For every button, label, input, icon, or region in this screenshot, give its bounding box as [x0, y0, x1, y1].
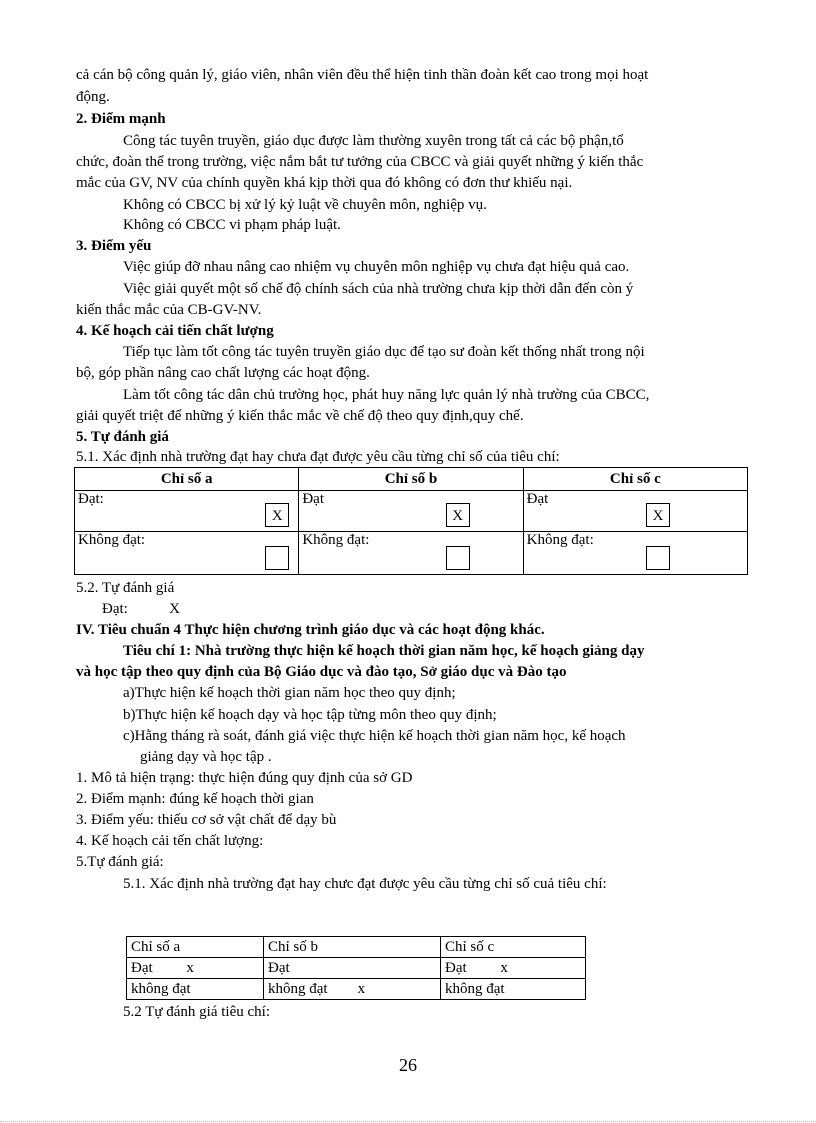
heading: 5. Tự đánh giá	[76, 429, 169, 445]
table-header: Chỉ số a	[75, 468, 299, 491]
line: 5.1. Xác định nhà trường đạt hay chưa đạt được yêu cầu từng chỉ số của tiêu chí:	[76, 449, 560, 465]
line: 5.2 Tự đánh giá tiêu chí:	[123, 1004, 270, 1020]
table-cell: không đạt	[127, 979, 264, 1000]
checkbox[interactable]	[265, 546, 289, 570]
line: Làm tốt công tác dân chủ trường học, phát huy năng lực quản lý nhà trường của CBCC,	[123, 387, 650, 403]
line: giảng dạy và học tập .	[140, 749, 272, 765]
line: a)Thực hiện kế hoạch thời gian năm học theo quy định;	[123, 685, 456, 701]
line: 3. Điểm yếu: thiếu cơ sở vật chất để dạy bù	[76, 812, 337, 828]
line: 1. Mô tả hiện trạng: thực hiện đúng quy định của sở GD	[76, 770, 413, 786]
table-cell	[523, 532, 747, 575]
cell-label: Đạt	[302, 491, 324, 507]
page-divider	[0, 1121, 816, 1122]
table-cell	[299, 491, 523, 532]
checkbox[interactable]	[446, 546, 470, 570]
line: 4. Kế hoạch cải tến chất lượng:	[76, 833, 264, 849]
cell-label: Không đạt:	[302, 532, 370, 548]
checkbox[interactable]: X	[446, 503, 470, 527]
line: cả cán bộ công quản lý, giáo viên, nhân viên đều thể hiện tinh thần đoàn kết cao trong mọi hoạt	[76, 67, 649, 83]
cell-label: Đạt	[526, 491, 549, 507]
line: mắc của GV, NV của chính quyền khá kịp thời qua đó không có đơn thư khiếu nại.	[76, 175, 573, 191]
page-number: 26	[399, 1055, 417, 1075]
line: Không có CBCC vi phạm pháp luật.	[123, 217, 341, 233]
cell-label: Không đạt:	[526, 532, 594, 548]
line: kiến thắc mắc của CB-GV-NV.	[76, 302, 262, 318]
criteria-summary-table	[126, 936, 586, 1000]
line: 5.2. Tự đánh giá	[76, 580, 175, 596]
line: Việc giúp đỡ nhau nâng cao nhiệm vụ chuyên môn nghiệp vụ chưa đạt hiệu quả cao.	[123, 259, 630, 275]
line: Đạt: X	[102, 601, 180, 617]
table-cell: không đạt	[441, 979, 586, 1000]
line: 2. Điểm mạnh: đúng kế hoạch thời gian	[76, 791, 314, 807]
table-header: Chỉ số c	[523, 468, 747, 491]
heading: Tiêu chí 1: Nhà trường thực hiện kế hoạch thời gian năm học, kế hoạch giảng dạy	[123, 643, 645, 659]
checkbox[interactable]: X	[646, 503, 670, 527]
line: chức, đoàn thể trong trường, việc nắm bắt tư tưởng của CBCC và giải quyết những ý kiến thắc	[76, 154, 644, 170]
line: giải quyết triệt để những ý kiến thắc mắc về chế độ theo quy định,quy chế.	[76, 408, 524, 424]
line: b)Thực hiện kế hoạch dạy và học tập từng môn theo quy định;	[123, 707, 497, 723]
table-cell: Đạt x	[127, 958, 264, 979]
criteria-table	[74, 467, 748, 575]
line: Tiếp tục làm tốt công tác tuyên truyền giáo dục để tạo sư đoàn kết thống nhất trong nội	[123, 344, 645, 360]
table-cell: Chỉ số b	[264, 937, 441, 958]
line: Việc giải quyết một số chế độ chính sách của nhà trường chưa kịp thời dẫn đến còn ý	[123, 281, 634, 297]
cell-label: Đạt:	[78, 491, 104, 507]
heading: 2. Điểm mạnh	[76, 111, 166, 127]
table-cell	[523, 491, 747, 532]
table-cell: Đạt	[264, 958, 441, 979]
table-cell	[75, 491, 299, 532]
table-header: Chỉ số b	[299, 468, 523, 491]
checkbox[interactable]	[646, 546, 670, 570]
line: động.	[76, 89, 110, 105]
heading: và học tập theo quy định của Bộ Giáo dục và đào tạo, Sở giáo dục và Đào tạo	[76, 664, 567, 680]
cell-label: Không đạt:	[78, 532, 146, 548]
table-cell: Chỉ số a	[127, 937, 264, 958]
line: 5.1. Xác định nhà trường đạt hay chưc đạt được yêu cầu từng chỉ số cuả tiêu chí:	[123, 876, 607, 892]
line: Không có CBCC bị xử lý kỷ luật về chuyên môn, nghiệp vụ.	[123, 197, 487, 213]
heading: IV. Tiêu chuẩn 4 Thực hiện chương trình giáo dục và các hoạt động khác.	[76, 622, 545, 638]
heading: 3. Điểm yếu	[76, 238, 152, 254]
line: Công tác tuyên truyền, giáo dục được làm thường xuyên trong tất cả các bộ phận,tổ	[123, 133, 624, 149]
table-cell	[299, 532, 523, 575]
line: c)Hằng tháng rà soát, đánh giá việc thực hiện kế hoạch thời gian năm học, kế hoạch	[123, 728, 626, 744]
checkbox[interactable]: X	[265, 503, 289, 527]
line: bộ, góp phần nâng cao chất lượng các hoạt động.	[76, 365, 370, 381]
table-cell: Đạt x	[441, 958, 586, 979]
line: 5.Tự đánh giá:	[76, 854, 164, 870]
table-cell	[75, 532, 299, 575]
table-cell: không đạt x	[264, 979, 441, 1000]
heading: 4. Kế hoạch cải tiến chất lượng	[76, 323, 274, 339]
table-cell: Chỉ số c	[441, 937, 586, 958]
